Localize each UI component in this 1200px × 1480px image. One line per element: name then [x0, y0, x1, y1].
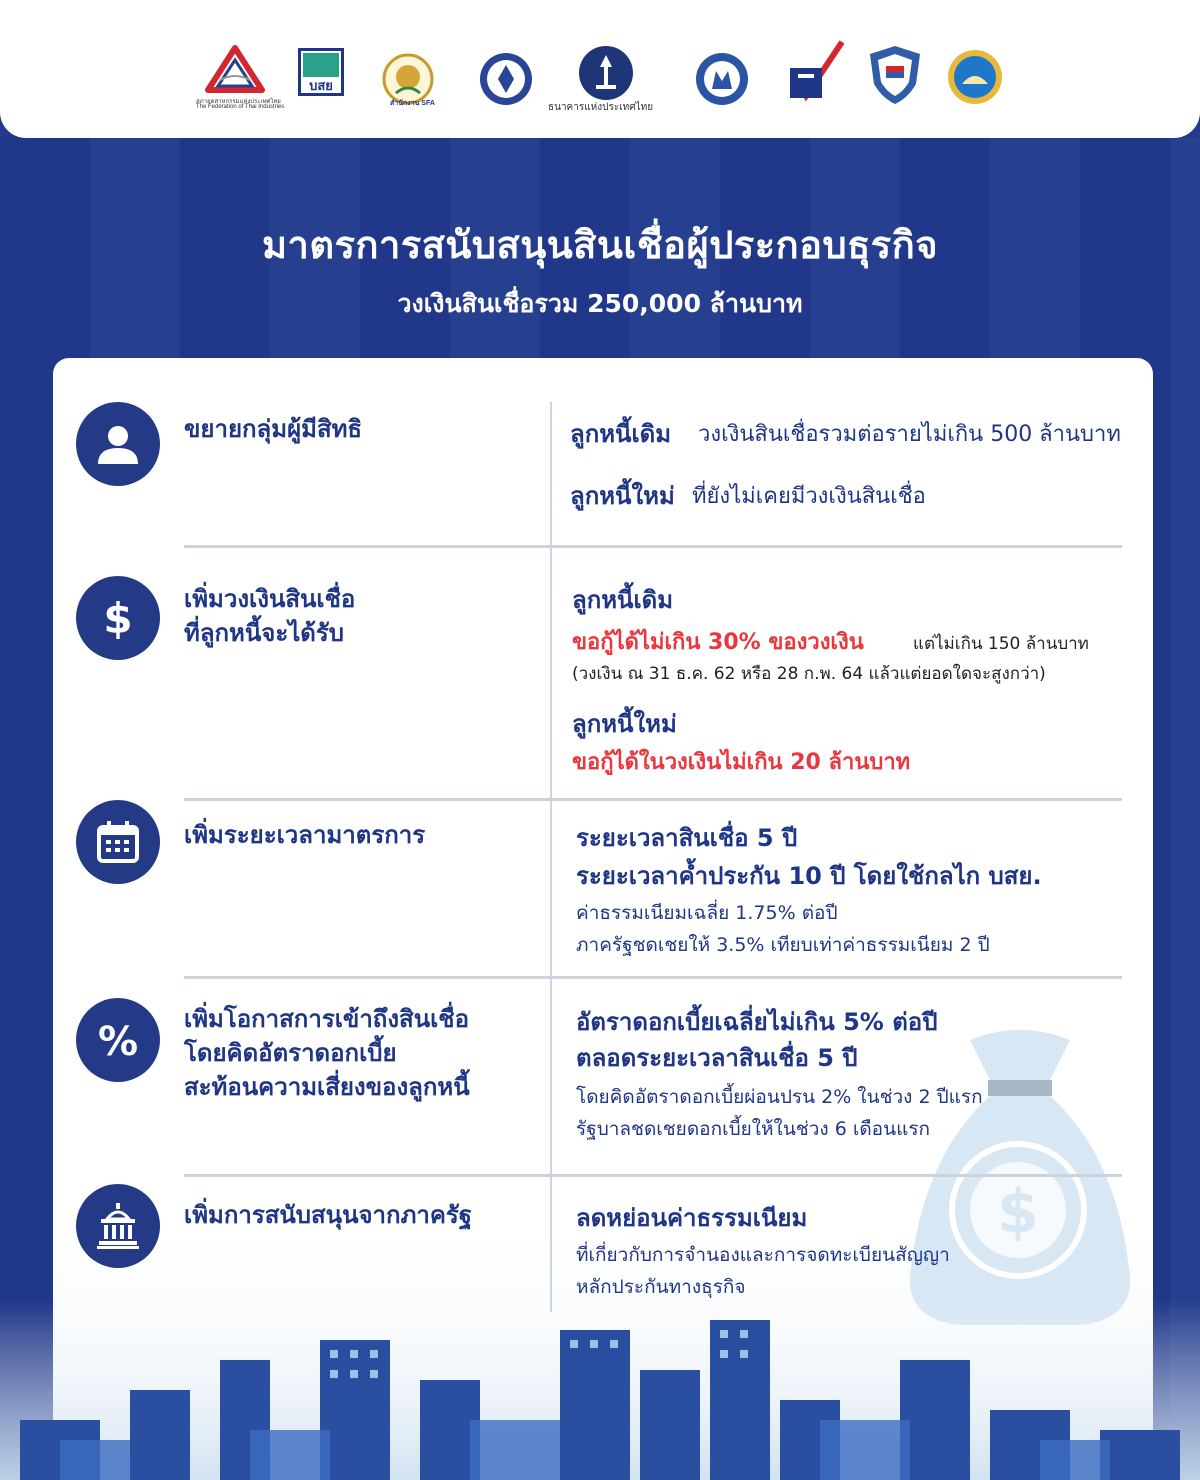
fee-reduction-text: ลดหย่อนค่าธรรมเนียม	[576, 1204, 808, 1232]
credit-line-icon-badge	[76, 576, 160, 660]
new-debtor-label: ลูกหนี้ใหม่	[570, 482, 675, 510]
percent-icon	[93, 1015, 143, 1065]
money-bag-icon	[900, 1020, 1140, 1340]
row-separator	[184, 545, 1122, 548]
tcg-logo: บสย	[298, 48, 344, 96]
loan-duration-text: ระยะเวลาสินเชื่อ 5 ปี	[576, 824, 798, 852]
government-building-icon	[93, 1201, 143, 1251]
row-label-credit-line: เพิ่มวงเงินสินเชื่อ ที่ลูกหนี้จะได้รับ	[184, 585, 356, 647]
calendar-icon	[95, 819, 141, 865]
existing-debtor-label: ลูกหนี้เดิม	[570, 420, 672, 448]
average-interest-text: อัตราดอกเบี้ยเฉลี่ยไม่เกิน 5% ต่อปี	[576, 1008, 938, 1036]
row-separator	[184, 1174, 1122, 1177]
page-title: มาตรการสนับสนุนสินเชื่อผู้ประกอบธุรกิจ	[262, 223, 938, 267]
concessional-rate-text: โดยคิดอัตราดอกเบี้ยผ่อนปรน 2% ในช่วง 2 ปีแรก	[576, 1086, 983, 1108]
checkmark-logo	[784, 36, 846, 106]
business-collateral-text: หลักประกันทางธุรกิจ	[576, 1276, 746, 1298]
treasury-seal	[946, 42, 1004, 112]
partner-logo-bar	[0, 0, 1200, 138]
new-debtor-heading: ลูกหนี้ใหม่	[572, 710, 677, 738]
ministry-of-finance-seal	[478, 44, 534, 114]
city-skyline-illustration	[0, 1300, 1200, 1480]
mortgage-registration-text: ที่เกี่ยวกับการจำนองและการจดทะเบียนสัญญา	[576, 1244, 950, 1266]
bank-of-thailand-logo	[578, 38, 634, 108]
fti-logo-caption-en: The Federation of Thai Industries	[196, 104, 285, 110]
loan-term-text: ตลอดระยะเวลาสินเชื่อ 5 ปี	[576, 1044, 858, 1072]
existing-debtor-text: วงเงินสินเชื่อรวมต่อรายไม่เกิน 500 ล้านบาท	[698, 422, 1121, 447]
new-debtor-limit: ขอกู้ได้ในวงเงินไม่เกิน 20 ล้านบาท	[572, 750, 911, 775]
svg-text:$: $	[997, 1177, 1039, 1247]
row-label-eligibility: ขยายกลุ่มผู้มีสิทธิ	[184, 415, 363, 443]
row-label-duration: เพิ่มระยะเวลามาตรการ	[184, 821, 426, 849]
shield-logo	[868, 40, 922, 110]
existing-debtor-cap: แต่ไม่เกิน 150 ล้านบาท	[913, 634, 1089, 654]
existing-debtor-heading: ลูกหนี้เดิม	[572, 586, 674, 614]
eligibility-icon-badge	[76, 402, 160, 486]
bank-of-thailand-caption: ธนาคารแห่งประเทศไทย	[548, 102, 654, 113]
interest-subsidy-text: รัฐบาลชดเชยดอกเบี้ยให้ในช่วง 6 เดือนแรก	[576, 1118, 931, 1140]
duration-icon-badge	[76, 800, 160, 884]
fti-logo-caption: สภาอุตสาหกรรมแห่งประเทศไทย	[196, 99, 281, 105]
svg-text:$: $	[103, 594, 133, 643]
sfa-logo-caption: สำนักงาน SFA	[390, 100, 435, 107]
page-subtitle: วงเงินสินเชื่อรวม 250,000 ล้านบาท	[397, 289, 803, 318]
row-separator	[184, 798, 1122, 801]
existing-debtor-note: (วงเงิน ณ 31 ธ.ค. 62 หรือ 28 ก.พ. 64 แล้วแต่ยอดใดจะสูงกว่า)	[572, 664, 1046, 684]
svg-text:%: %	[97, 1019, 139, 1065]
association-seal	[694, 44, 750, 114]
guarantee-duration-text: ระยะเวลาค้ำประกัน 10 ปี โดยใช้กลไก บสย.	[576, 862, 1042, 890]
row-separator	[184, 976, 1122, 979]
user-icon	[94, 420, 142, 468]
average-fee-text: ค่าธรรมเนียมเฉลี่ย 1.75% ต่อปี	[576, 902, 838, 924]
existing-debtor-limit: ขอกู้ได้ไม่เกิน 30% ของวงเงิน	[572, 630, 864, 655]
dollar-icon	[96, 593, 140, 643]
government-support-icon-badge	[76, 1184, 160, 1268]
row-label-government-support: เพิ่มการสนับสนุนจากภาครัฐ	[184, 1201, 473, 1229]
government-subsidy-text: ภาครัฐชดเชยให้ 3.5% เทียบเท่าค่าธรรมเนียม 2 ปี	[576, 934, 990, 956]
new-debtor-text: ที่ยังไม่เคยมีวงเงินสินเชื่อ	[692, 484, 926, 509]
row-label-interest: เพิ่มโอกาสการเข้าถึงสินเชื่อ โดยคิดอัตราดอกเบี้ย สะท้อนความเสี่ยงของลูกหนี้	[184, 1005, 470, 1101]
interest-icon-badge	[76, 998, 160, 1082]
